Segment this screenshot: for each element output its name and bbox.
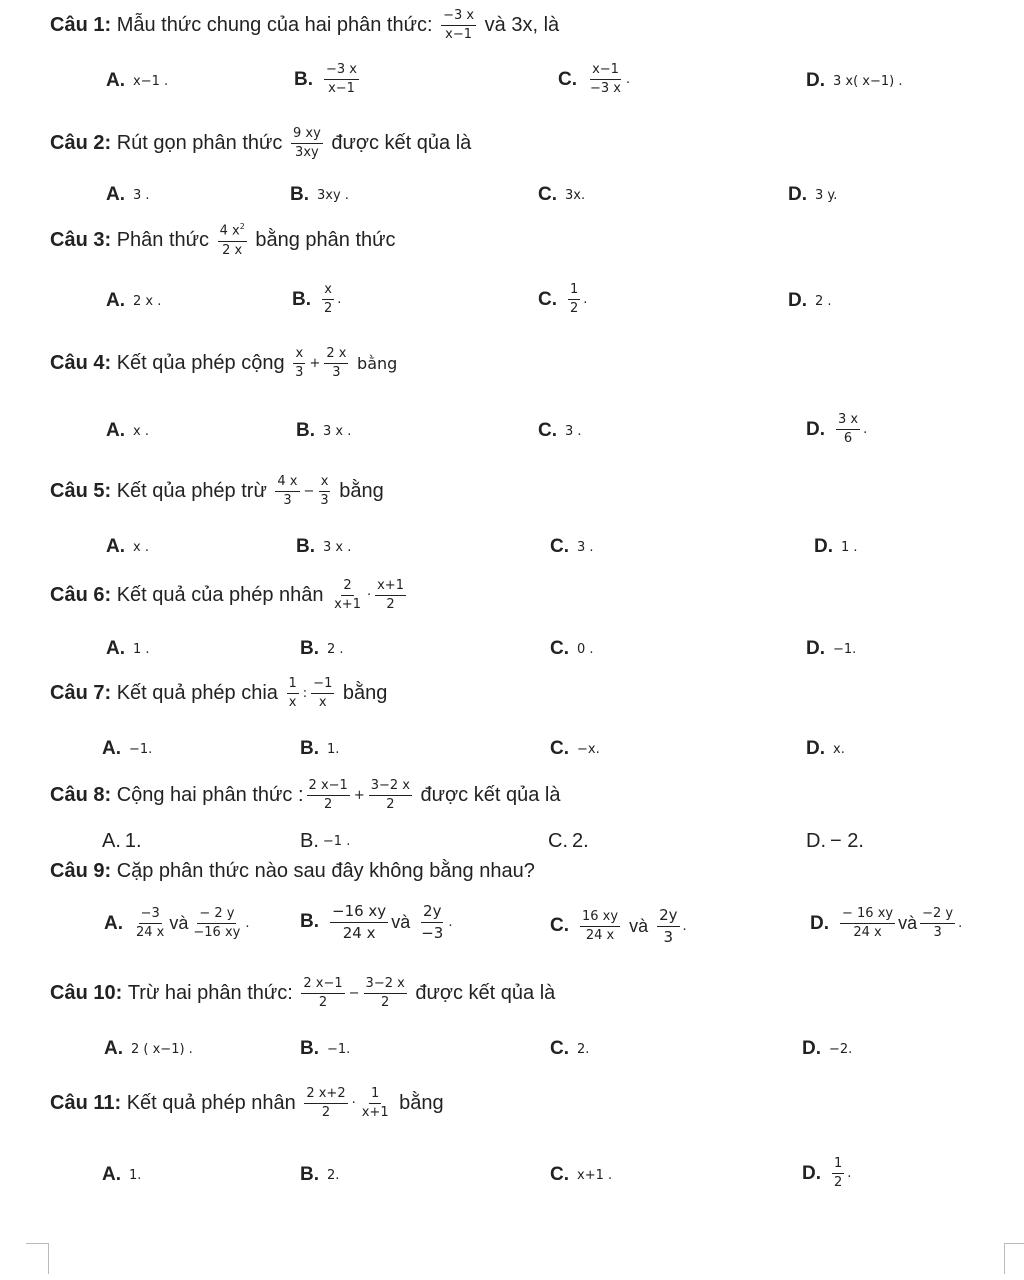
- option-c: C. −x.: [550, 738, 600, 759]
- question-tail: bằng: [357, 354, 398, 374]
- option-a: A. $\frac{-3}{24 x}$ và $\frac{- 2 y}{-16 xy}$ .: [104, 906, 250, 941]
- fraction: $\frac{2 x}{3}$: [326, 346, 347, 381]
- question-text: Mẫu thức chung của hai phân thức:: [116, 14, 433, 37]
- question-text: Kết quả phép nhân: [126, 1092, 296, 1115]
- question-tail: được kết qủa là: [415, 982, 556, 1005]
- option-c: C. $\frac{1}{2}$ .: [538, 282, 588, 317]
- question-1: [50, 8, 559, 44]
- question-text: Kết quả của phép nhân: [116, 584, 324, 607]
- question-9: [50, 860, 535, 883]
- question-text: Kết qủa phép cộng: [116, 352, 285, 375]
- option-b: B. −1 .: [300, 830, 351, 852]
- option-a: A. 1 .: [106, 638, 150, 659]
- question-label: Câu 8:: [50, 784, 112, 807]
- question-7: Câu 7: Kết quả phép chia $\frac{1}{x}$ : $\frac{-1}{x}$ bằng: [50, 676, 388, 711]
- question-8: Câu 8: Cộng hai phân thức : $\frac{2 x-1}{2}$ + $\frac{3-2 x}{2}$ được kết qủa là: [50, 778, 561, 813]
- question-tail: và 3x, là: [484, 14, 560, 37]
- option-c: C. 2.: [548, 830, 589, 852]
- fraction: $\frac{9 xy}{3xy}$: [292, 126, 321, 161]
- option-b: B. $\frac{x}{2}$ .: [292, 282, 342, 317]
- fraction: $\frac{x}{3}$: [320, 474, 329, 509]
- option-d: D. − 2.: [806, 830, 864, 852]
- question-tail: được kết qủa là: [331, 132, 472, 155]
- option-b: B. −1.: [300, 1038, 351, 1059]
- question-11: Câu 11: Kết quả phép nhân $\frac{2 x+2}{2}$ · $\frac{1}{x+1}$ bằng: [50, 1086, 444, 1121]
- fraction: $\frac{x+1}{2}$: [377, 578, 404, 613]
- fraction: $\frac{1}{x}$: [288, 676, 297, 711]
- page-corner-mark-right: [1004, 1243, 1024, 1274]
- option-b: B. 3 x .: [296, 420, 352, 441]
- option-c: C. 3 .: [550, 536, 594, 557]
- option-a: A. x .: [106, 536, 149, 557]
- question-4: Câu 4: Kết qủa phép cộng $\frac{x}{3}$ + $\frac{2 x}{3}$ bằng: [50, 346, 398, 381]
- option-b: B. 3xy .: [290, 184, 349, 205]
- question-6: Câu 6: Kết quả của phép nhân $\frac{2}{x+1}$ · $\frac{x+1}{2}$: [50, 578, 404, 613]
- fraction: $\frac{3-2 x}{2}$: [370, 778, 410, 813]
- option-c: C. $\frac{x-1}{-3 x}$ .: [558, 62, 631, 97]
- option-c: C. 3x.: [538, 184, 586, 205]
- question-label: Câu 6:: [50, 584, 112, 607]
- question-label: Câu 9:: [50, 860, 112, 882]
- option-a: A. x−1 .: [106, 70, 169, 91]
- question-text: Trừ hai phân thức:: [127, 982, 293, 1005]
- page-corner-mark-left: [26, 1243, 49, 1274]
- question-text: Cộng hai phân thức :: [116, 784, 304, 807]
- option-b: B. $\frac{-16 xy}{24 x}$ và $\frac{2y}{-3}$ .: [300, 902, 453, 942]
- option-d: D. 3 x( x−1) .: [806, 70, 903, 91]
- fraction: $\frac{-1}{x}$: [313, 676, 333, 711]
- option-d: D. 1 .: [814, 536, 858, 557]
- option-b: B. 2 .: [300, 638, 344, 659]
- question-label: Câu 2:: [50, 132, 112, 155]
- option-a: A. 2 ( x−1) .: [104, 1038, 193, 1059]
- option-d: D. $\frac{3 x}{6}$ .: [806, 412, 868, 447]
- question-3: [50, 222, 396, 259]
- option-a: A. 2 x .: [106, 290, 162, 311]
- question-label: Câu 10:: [50, 982, 123, 1005]
- option-a: A. 1.: [102, 830, 142, 852]
- option-d: D. 3 y.: [788, 184, 838, 205]
- option-c: C. x+1 .: [550, 1164, 613, 1185]
- question-tail: bằng phân thức: [255, 228, 396, 251]
- option-b: B. 2.: [300, 1164, 340, 1185]
- question-text: Kết qủa phép trừ: [116, 480, 267, 503]
- option-d: D. $\frac{1}{2}$ .: [802, 1156, 852, 1191]
- question-tail: bằng: [339, 480, 384, 503]
- option-c: C. 2.: [550, 1038, 590, 1059]
- option-b: B. $\frac{-3 x}{x-1}$: [294, 62, 357, 97]
- option-d: D. −2.: [802, 1038, 853, 1059]
- question-text: Kết quả phép chia: [116, 682, 278, 705]
- question-10: Câu 10: Trừ hai phân thức: $\frac{2 x-1}{2}$ − $\frac{3-2 x}{2}$ được kết qủa là: [50, 976, 556, 1011]
- question-label: Câu 4:: [50, 352, 112, 375]
- question-2: [50, 126, 471, 162]
- fraction: $\frac{2 x-1}{2}$: [303, 976, 343, 1011]
- fraction: $\frac{4 x}{3}$: [277, 474, 298, 509]
- option-a: A. 3 .: [106, 184, 150, 205]
- fraction: $\frac{4 x^2}{2 x}$: [219, 222, 245, 258]
- fraction: $\frac{3-2 x}{2}$: [365, 976, 405, 1011]
- option-d: D. x.: [806, 738, 845, 759]
- question-text: Phân thức: [116, 228, 210, 251]
- question-label: Câu 5:: [50, 480, 112, 503]
- fraction: $\frac{2 x-1}{2}$: [308, 778, 348, 813]
- option-a: A. −1.: [102, 738, 153, 759]
- question-5: Câu 5: Kết qủa phép trừ $\frac{4 x}{3}$ − $\frac{x}{3}$ bằng: [50, 474, 384, 509]
- fraction: $\frac{2}{x+1}$: [334, 578, 361, 613]
- option-a: A. 1.: [102, 1164, 142, 1185]
- question-text: Rút gọn phân thức: [116, 132, 283, 155]
- question-tail: bằng: [342, 682, 388, 705]
- option-c: C. 3 .: [538, 420, 582, 441]
- question-label: Câu 1:: [50, 14, 112, 37]
- option-c: C. 0 .: [550, 638, 594, 659]
- option-a: A. x .: [106, 420, 149, 441]
- question-tail: được kết qủa là: [420, 784, 561, 807]
- option-b: B. 3 x .: [296, 536, 352, 557]
- fraction: $\frac{x}{3}$: [295, 346, 304, 381]
- option-c: C. $\frac{16 xy}{24 x}$ và $\frac{2y}{3}$ .: [550, 906, 687, 946]
- option-d: D. 2 .: [788, 290, 832, 311]
- option-b: B. 1.: [300, 738, 340, 759]
- question-text: Cặp phân thức nào sau đây không bằng nhau?: [116, 860, 535, 882]
- fraction: $\frac{1}{x+1}$: [361, 1086, 389, 1121]
- option-d: D. $\frac{- 16 xy}{24 x}$ và $\frac{-2 y}{3}$ .: [810, 906, 963, 941]
- question-label: Câu 3:: [50, 228, 112, 251]
- option-d: D. −1.: [806, 638, 857, 659]
- question-label: Câu 11:: [50, 1092, 122, 1115]
- question-tail: bằng: [399, 1092, 444, 1115]
- fraction: $\frac{2 x+2}{2}$: [306, 1086, 346, 1121]
- question-label: Câu 7:: [50, 682, 112, 705]
- fraction: $\frac{-3 x}{x-1}$: [443, 8, 475, 43]
